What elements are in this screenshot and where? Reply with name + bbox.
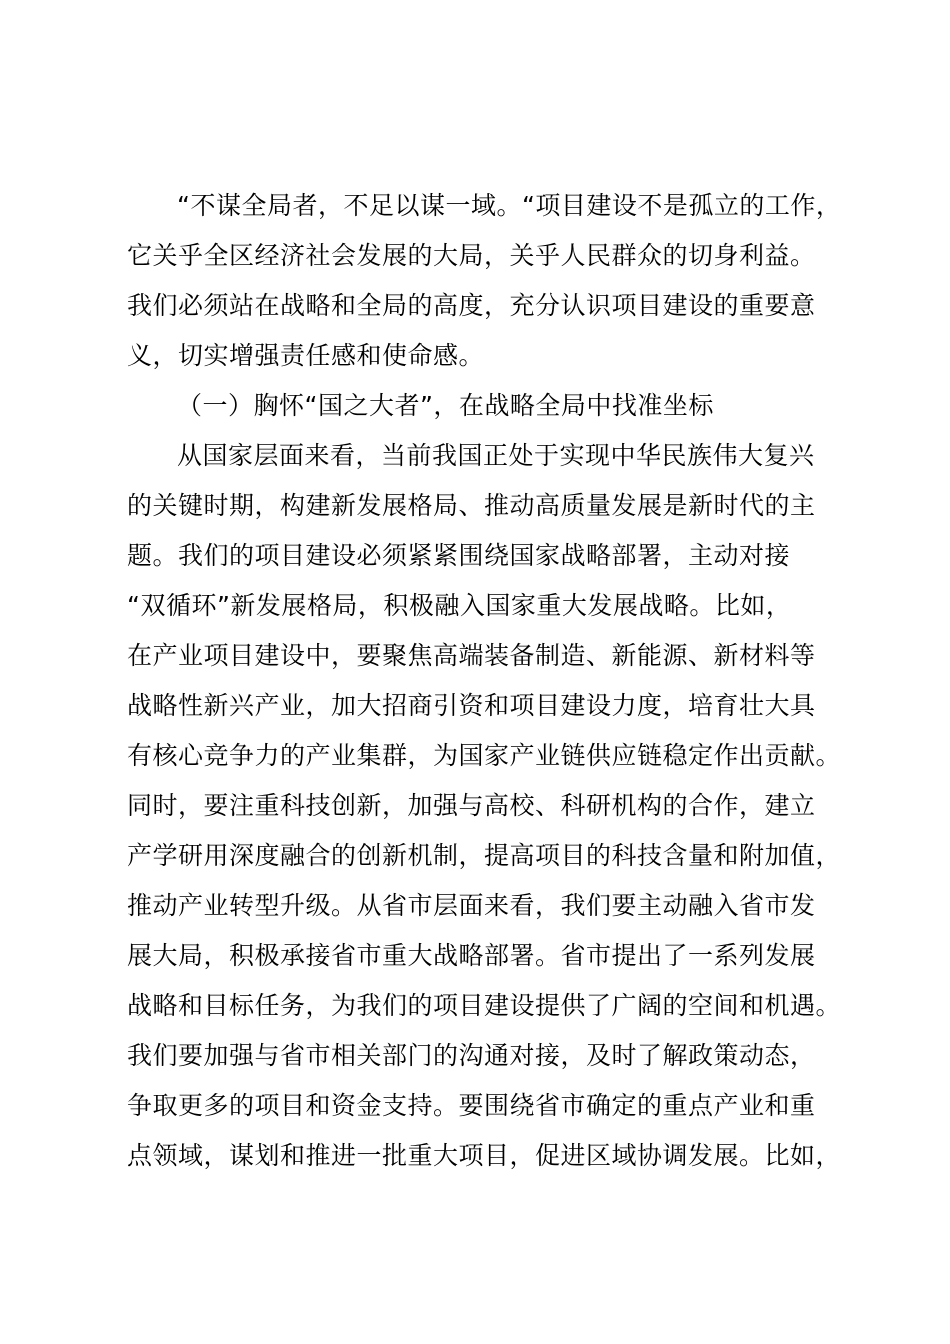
- paragraph-2-line-9: 产学研用深度融合的创新机制，提高项目的科技含量和附加值，: [127, 841, 842, 870]
- paragraph-2-line-5: 在产业项目建设中，要聚焦高端装备制造、新能源、新材料等: [127, 641, 816, 670]
- paragraph-2-line-6: 战略性新兴产业，加大招商引资和项目建设力度，培育壮大具: [127, 691, 816, 720]
- paragraph-2-line-7: 有核心竞争力的产业集群，为国家产业链供应链稳定作出贡献。: [127, 741, 842, 770]
- paragraph-2-line-3: 题。我们的项目建设必须紧紧围绕国家战略部署，主动对接: [127, 541, 791, 570]
- paragraph-1-line-1: “不谋全局者，不足以谋一域。“项目建设不是孤立的工作，: [177, 191, 842, 220]
- paragraph-2-line-10: 推动产业转型升级。从省市层面来看，我们要主动融入省市发: [127, 891, 816, 920]
- paragraph-2-line-13: 我们要加强与省市相关部门的沟通对接，及时了解政策动态，: [127, 1041, 816, 1070]
- paragraph-2-line-11: 展大局，积极承接省市重大战略部署。省市提出了一系列发展: [127, 941, 816, 970]
- paragraph-2-line-8: 同时，要注重科技创新，加强与高校、科研机构的合作，建立: [127, 791, 816, 820]
- paragraph-2-line-1: 从国家层面来看，当前我国正处于实现中华民族伟大复兴: [177, 441, 815, 470]
- paragraph-2-line-2: 的关键时期，构建新发展格局、推动高质量发展是新时代的主: [127, 491, 816, 520]
- paragraph-2-line-14: 争取更多的项目和资金支持。要围绕省市确定的重点产业和重: [127, 1091, 816, 1120]
- paragraph-2-line-12: 战略和目标任务，为我们的项目建设提供了广阔的空间和机遇。: [127, 991, 842, 1020]
- paragraph-1-line-3: 我们必须站在战略和全局的高度，充分认识项目建设的重要意: [127, 291, 816, 320]
- paragraph-2-line-4: “双循环”新发展格局，积极融入国家重大发展战略。比如，: [127, 591, 792, 620]
- paragraph-2-line-15: 点领域，谋划和推进一批重大项目，促进区域协调发展。比如，: [127, 1141, 842, 1170]
- paragraph-1-line-4: 义，切实增强责任感和使命感。: [127, 341, 485, 370]
- section-heading: （一）胸怀“国之大者”，在战略全局中找准坐标: [177, 391, 714, 420]
- paragraph-1-line-2: 它关乎全区经济社会发展的大局，关乎人民群众的切身利益。: [127, 241, 816, 270]
